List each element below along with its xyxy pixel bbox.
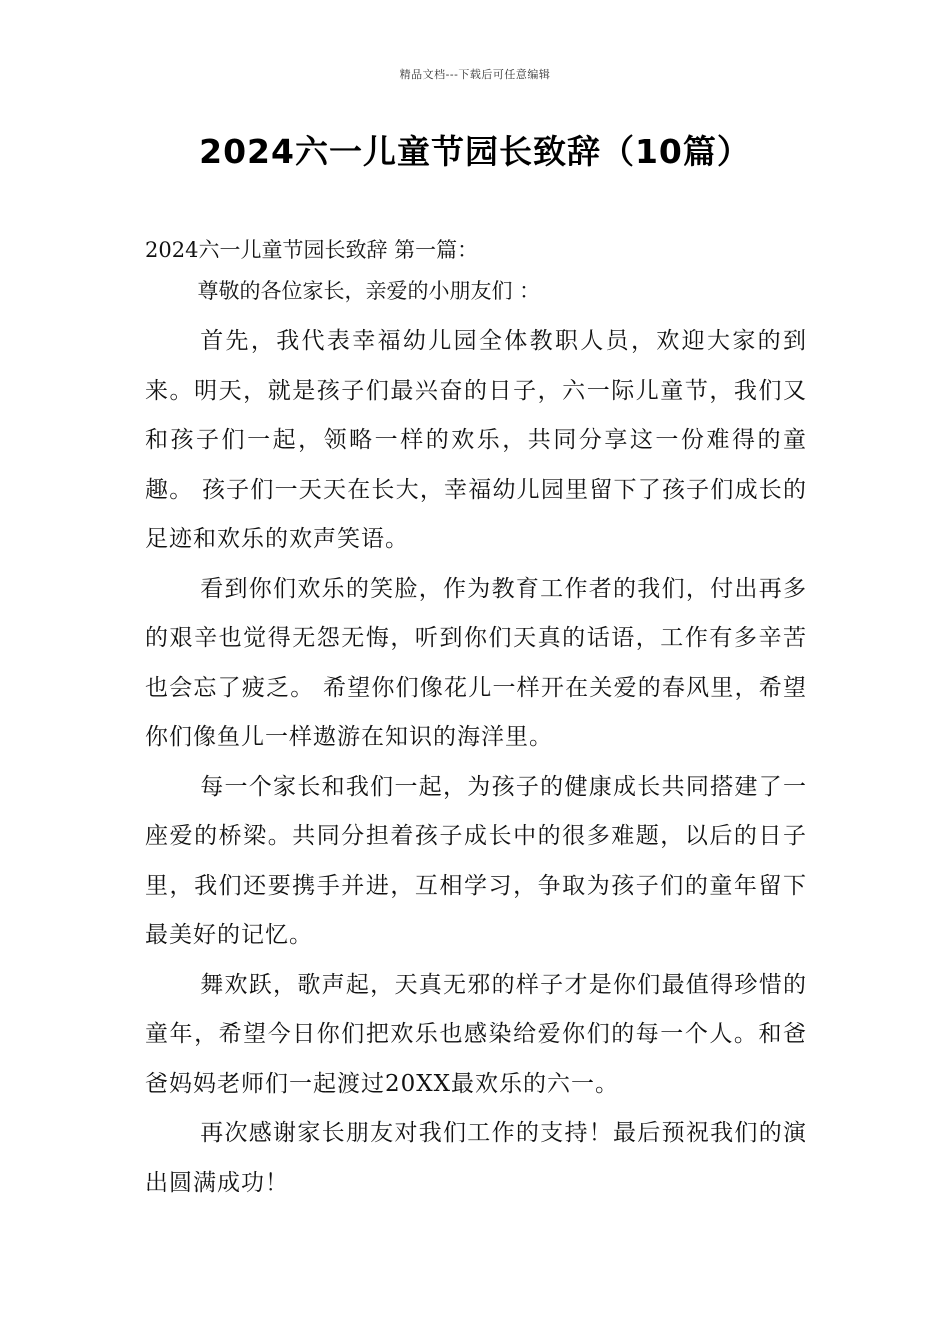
header-note: 精品文档---下载后可任意编辑 (399, 68, 551, 81)
paragraph: 舞欢跃，歌声起，天真无邪的样子才是你们最值得珍惜的童年，希望今日你们把欢乐也感染给爱你们的每一个人。和爸爸妈妈老师们一起渡过20XX最欢乐的六一。 (145, 971, 807, 1097)
document-title: 2024六一儿童节园长致辞（10篇） (199, 132, 751, 171)
section-heading: 2024六一儿童节园长致辞 第一篇： (145, 238, 479, 262)
paragraph: 看到你们欢乐的笑脸，作为教育工作者的我们，付出再多的艰辛也觉得无怨无悔，听到你们天真的话语，工作有多辛苦也会忘了疲乏。 希望你们像花儿一样开在关爱的春风里，希望你们像鱼儿一样遨游在知识的海洋里。 (145, 575, 807, 750)
paragraph: 首先，我代表幸福幼儿园全体教职人员，欢迎大家的到来。明天，就是孩子们最兴奋的日子，六一际儿童节，我们又和孩子们一起，领略一样的欢乐，共同分享这一份难得的童趣。 孩子们一天天在长大，幸福幼儿园里留下了孩子们成长的足迹和欢乐的欢声笑语。 (145, 328, 807, 552)
paragraph: 每一个家长和我们一起，为孩子的健康成长共同搭建了一座爱的桥梁。共同分担着孩子成长中的很多难题，以后的日子里，我们还要携手并进，互相学习，争取为孩子们的童年留下最美好的记忆。 (145, 773, 807, 948)
greeting: 尊敬的各位家长，亲爱的小朋友们 ： (197, 279, 541, 303)
document-body (145, 230, 807, 1208)
paragraph: 再次感谢家长朋友对我们工作的支持！最后预祝我们的演出圆满成功！ (145, 1120, 807, 1196)
